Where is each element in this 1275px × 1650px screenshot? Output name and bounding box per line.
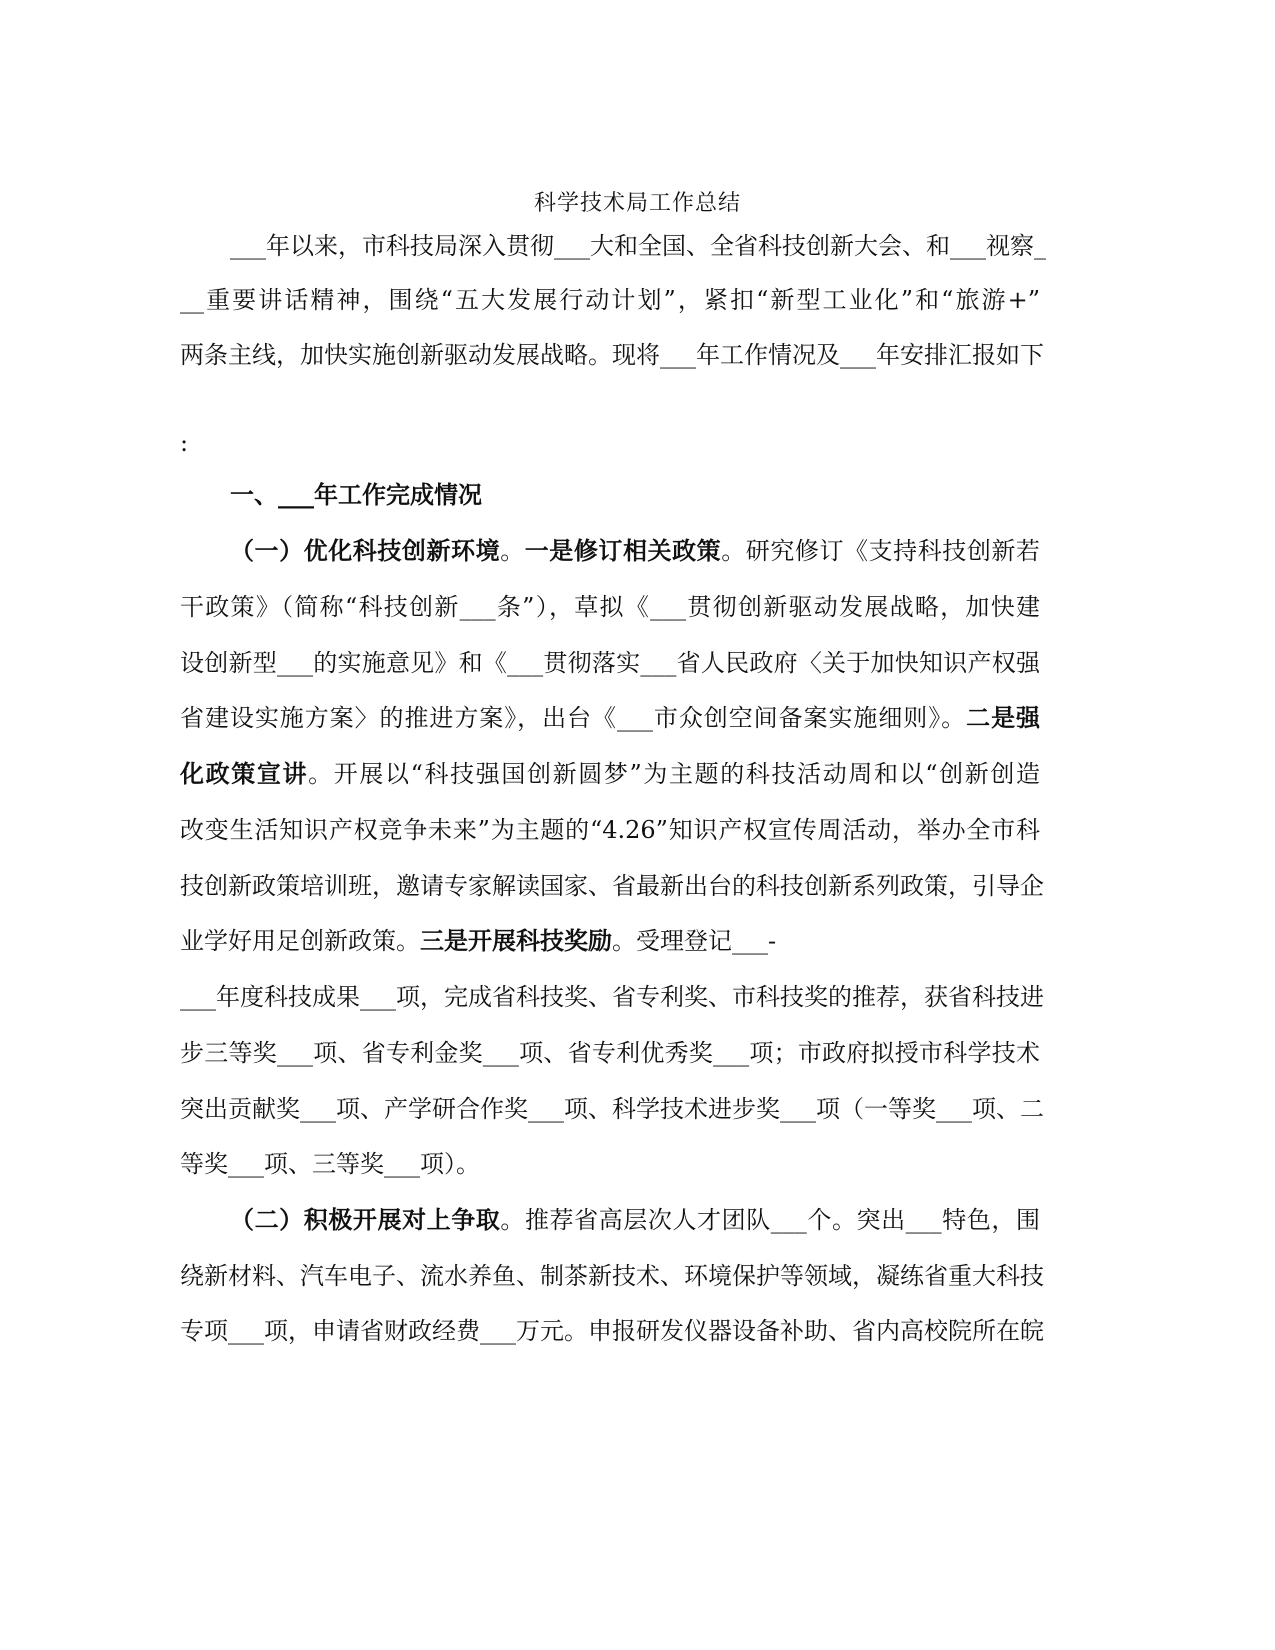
intro-line-1: ___年以来，市科技局深入贯彻___大和全国、全省科技创新大会、和___视察_ [230,232,1046,260]
para1-line-7: 技创新政策培训班，邀请专家解读国家、省最新出台的科技创新系列政策，引导企 [180,872,1044,900]
text-segment: 。开展以“科技强国创新圆梦”为主题的科技活动周和以“创新创造 [308,760,1041,788]
intro-line-3: 两条主线，加快实施创新驱动发展战略。现将___年工作情况及___年安排汇报如下 [180,341,1044,369]
intro-line-2: __重要讲话精神，围绕“五大发展行动计划”，紧扣“新型工业化”和“旅游+” [180,286,1040,314]
para1-line-12: 等奖___项、三等奖___项）。 [180,1150,480,1178]
para2-line-3: 专项___项，申请省财政经费___万元。申报研发仪器设备补助、省内高校院所在皖 [180,1317,1044,1345]
point-1-label: 一是修订相关政策 [524,536,722,565]
para1-line-8 [180,926,1040,956]
para1-line-3: 设创新型___的实施意见》和《___贯彻落实___省人民政府〈关于加快知识产权强 [180,649,1040,677]
text-segment: 。研究修订《支持科技创新若 [721,537,1040,565]
para1-line-5 [180,759,1040,789]
point-2-label-start: 二是强 [966,703,1041,732]
subheading-2: （二）积极开展对上争取 [230,1205,501,1234]
para1-line-6: 改变生活知识产权竞争未来”为主题的“4.26”知识产权宣传周活动，举办全市科 [180,816,1040,844]
section-heading-1: 一、___年工作完成情况 [230,480,482,509]
para1-line-9: ___年度科技成果___项，完成省科技奖、省专利奖、市科技奖的推荐，获省科技进 [180,983,1044,1011]
para1-line-10: 步三等奖___项、省专利金奖___项、省专利优秀奖___项；市政府拟授市科学技术 [180,1039,1040,1067]
text-segment: 业学好用足创新政策。 [180,927,420,955]
para2-line-2: 绕新材料、汽车电子、流水养鱼、制茶新技术、环境保护等领域，凝练省重大科技 [180,1262,1044,1290]
para1-line-4 [180,703,1040,733]
intro-line-4: : [180,429,189,457]
para1-line-2: 干政策》（简称“科技创新___条”），草拟《___贯彻创新驱动发展战略，加快建 [180,593,1040,621]
document-title: 科学技术局工作总结 [533,191,741,216]
subheading-1: （一）优化科技创新环境 [230,536,501,565]
para1-line-11: 突出贡献奖___项、产学研合作奖___项、科学技术进步奖___项（一等奖___项、二 [180,1095,1044,1123]
para1-line-1 [230,536,1040,566]
point-3-label: 三是开展科技奖励 [420,926,612,955]
punct: 。 [500,537,525,565]
para2-line-1 [230,1205,1040,1235]
point-2-label-end: 化政策宣讲 [180,759,309,788]
text-segment: 。受理登记___- [612,927,777,955]
text-segment: 省建设实施方案〉的推进方案》，出台《___市众创空间备案实施细则》。 [180,704,967,732]
text-segment: 。推荐省高层次人才团队___个。突出___特色，围 [500,1206,1041,1234]
